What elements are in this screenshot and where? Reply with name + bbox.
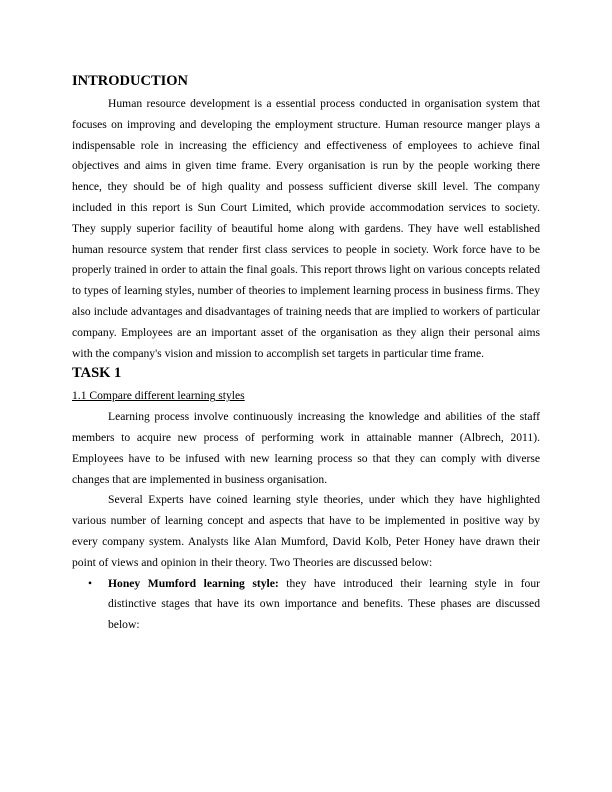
bullet-text: they have introduced their learning style in four distinctive stages that have its own importance and benefits. These phases are discussed below: (108, 576, 540, 632)
learning-theories-paragraph: Several Experts have coined learning style theories, under which they have highlighted various number of learning concept and aspects that have to be implemented in positive way by every company system. Analysts like Alan Mumford, David Kolb, Peter Honey have drawn their point of views and opinion in their theory. Two Theories are discussed below: (72, 493, 540, 569)
bullet-icon: • (88, 576, 93, 590)
bullet-title: Honey Mumford learning style: (108, 576, 279, 590)
introduction-paragraph: Human resource development is a essential process conducted in organisation system that focuses on improving and developing the employment structure. Human resource manger plays a indispensable role in increasing the efficiency and effectiveness of employees to achieve final objectives and aims in given time frame. Every organisation is run by the people working there hence, they should be of high quality and possess sufficient diverse skill level. The company included in this report is Sun Court Limited, which provide accommodation services to society. They supply superior facility of beautiful home along with gardens. They have well established human resource system that render first class services to people in society. Work force have to be properly trained in order to attain the final goals. This report throws light on various concepts related to types of learning styles, number of theories to implement learning process in business firms. They also include advantages and disadvantages of training needs that are implied to workers of particular company. Employees are an important asset of the organisation as they align their personal aims with the company's vision and mission to accomplish set targets in particular time frame. (72, 97, 540, 360)
theory-bullet-list (72, 574, 540, 636)
task1-heading: TASK 1 (72, 365, 122, 382)
introduction-heading: INTRODUCTION (72, 73, 189, 89)
learning-process-paragraph: Learning process involve continuously increasing the knowledge and abilities of the staff members to acquire new process of performing work in attainable manner (Albrech, 2011). Employees have to be infused with new learning process so that they can comply with diverse changes that are implemented in business organisation. (72, 410, 540, 486)
page-content (72, 72, 540, 636)
section-1-1-subheading: 1.1 Compare different learning styles (72, 389, 245, 403)
list-item (72, 574, 540, 636)
